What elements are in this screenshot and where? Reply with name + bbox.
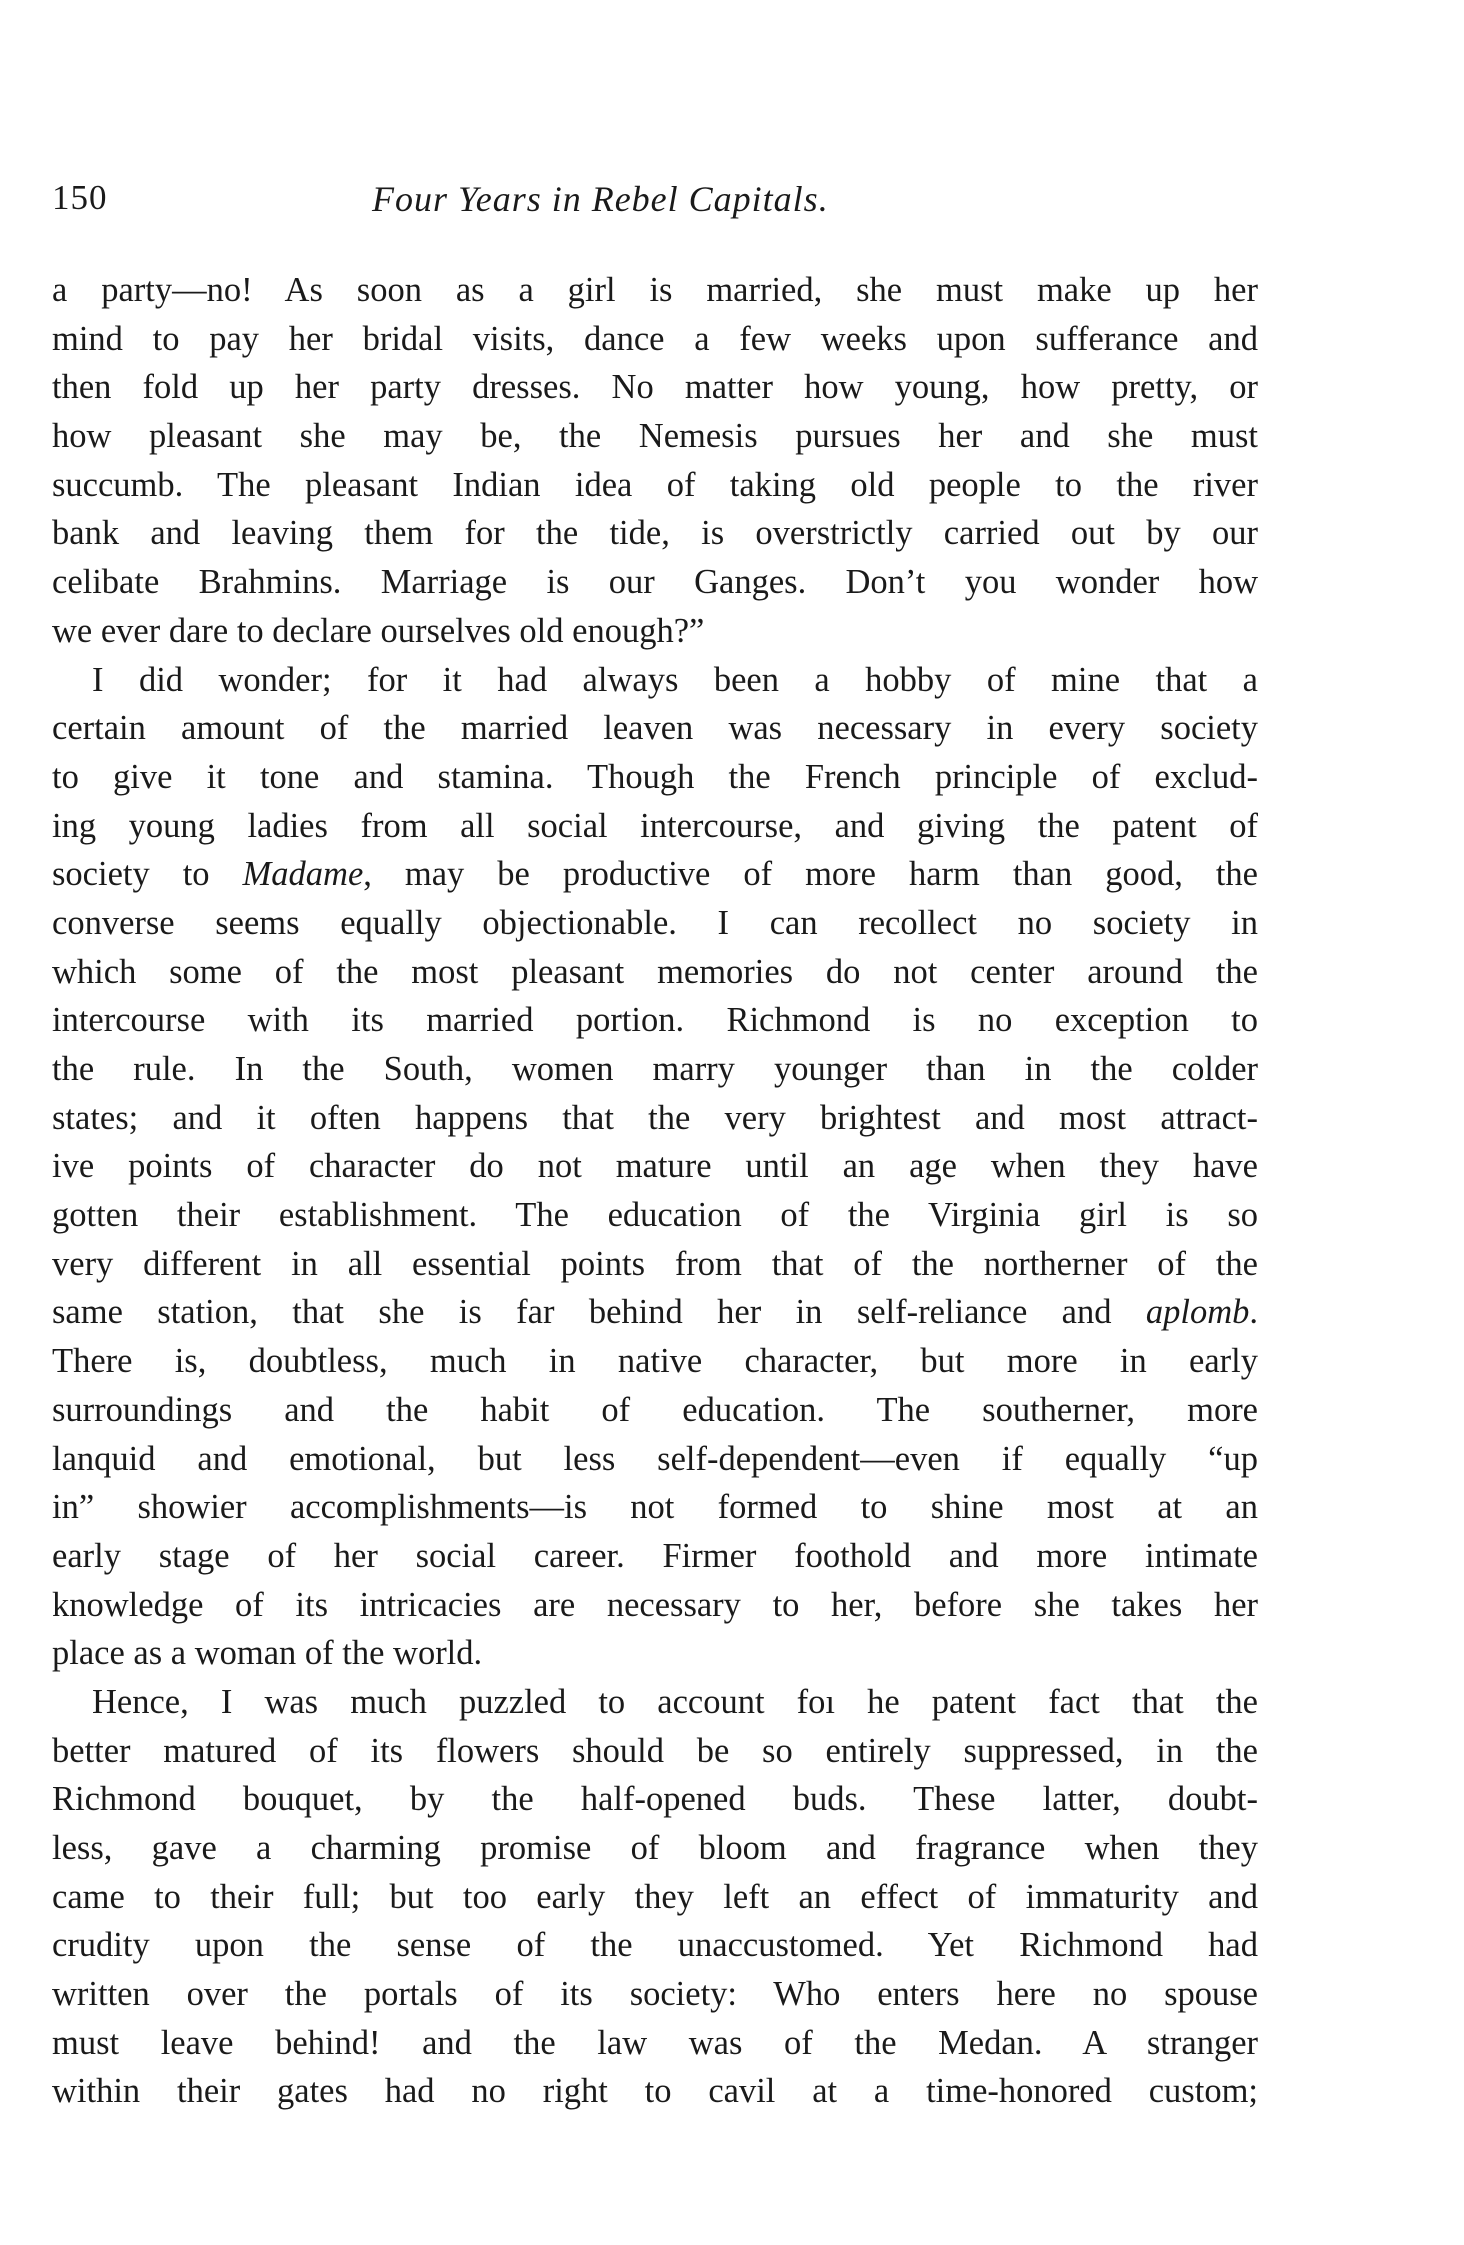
text-line: less, gave a charming promise of bloom and fragrance when they <box>52 1829 1258 1867</box>
text-line: how pleasant she may be, the Nemesis pursues her and she must <box>52 417 1258 456</box>
text-line: crudity upon the sense of the unaccustomed. Yet Richmond had <box>52 1926 1258 1965</box>
page-number: 150 <box>52 178 108 217</box>
running-title: Four Years in Rebel Capitals. <box>372 179 829 219</box>
running-head <box>52 178 1262 228</box>
text-line: ing young ladies from all social intercourse, and giving the patent of <box>52 806 1258 845</box>
italic-word: aplomb <box>1145 1293 1250 1332</box>
text-line: then fold up her party dresses. No matter how young, how pretty, or <box>52 368 1258 407</box>
text-line: intercourse with its married portion. Richmond is no exception to <box>52 1001 1258 1040</box>
text-line: states; and it often happens that the very brightest and most attract- <box>52 1098 1258 1137</box>
text-line: lanquid and emotional, but less self-dependent—even if equally “up <box>52 1439 1258 1478</box>
text-line: we ever dare to declare ourselves old enough?” <box>52 611 705 650</box>
text-line: celibate Brahmins. Marriage is our Ganges. Don’t you wonder how <box>52 563 1258 602</box>
text-line: converse seems equally objectionable. I can recollect no society in <box>52 903 1258 942</box>
text-line: gotten their establishment. The education of the Virginia girl is so <box>52 1196 1258 1235</box>
text-line: which some of the most pleasant memories do not center around the <box>52 952 1258 991</box>
text-line: same station, that she is far behind her in self-reliance and aplomb. <box>52 1293 1258 1332</box>
text-line: in” showier accomplishments—is not formed to shine most at an <box>52 1488 1258 1527</box>
text-line: Richmond bouquet, by the half-opened buds. These latter, doubt- <box>52 1780 1258 1819</box>
text-line: I did wonder; for it had always been a hobby of mine that a <box>92 660 1258 699</box>
body-text <box>52 266 1258 2116</box>
text-line: succumb. The pleasant Indian idea of taking old people to the river <box>52 465 1258 504</box>
text-line: certain amount of the married leaven was necessary in every society <box>52 709 1258 748</box>
text-line: came to their full; but too early they left an effect of immaturity and <box>52 1877 1258 1916</box>
text-line: within their gates had no right to cavil at a time-honored custom; <box>52 2072 1258 2111</box>
text-line: must leave behind! and the law was of the Medan. A stranger <box>52 2023 1258 2062</box>
text-line: better matured of its flowers should be so entirely suppressed, in the <box>52 1731 1258 1770</box>
text-line: mind to pay her bridal visits, dance a few weeks upon sufferance and <box>52 319 1258 358</box>
text-line: place as a woman of the world. <box>52 1634 483 1673</box>
text-line: early stage of her social career. Firmer foothold and more intimate <box>52 1536 1258 1575</box>
text-line: Hence, I was much puzzled to account foı he patent fact that the <box>92 1682 1258 1721</box>
text-line: society to Madame, may be productive of more harm than good, the <box>52 855 1258 894</box>
italic-word: Madame <box>242 855 364 894</box>
text-line: knowledge of its intricacies are necessary to her, before she takes her <box>52 1585 1258 1624</box>
text-line: the rule. In the South, women marry younger than in the colder <box>52 1050 1258 1088</box>
text-line: bank and leaving them for the tide, is overstrictly carried out by our <box>52 514 1258 553</box>
text-line: to give it tone and stamina. Though the French principle of exclud- <box>52 757 1258 796</box>
text-line: written over the portals of its society: Who enters here no spouse <box>52 1975 1258 2014</box>
text-line: ive points of character do not mature until an age when they have <box>52 1147 1258 1186</box>
text-line: There is, doubtless, much in native character, but more in early <box>52 1342 1258 1381</box>
text-line: very different in all essential points from that of the northerner of the <box>52 1244 1258 1283</box>
text-line: a party—no! As soon as a girl is married, she must make up her <box>52 271 1258 309</box>
text-line: surroundings and the habit of education. The southerner, more <box>52 1390 1258 1429</box>
